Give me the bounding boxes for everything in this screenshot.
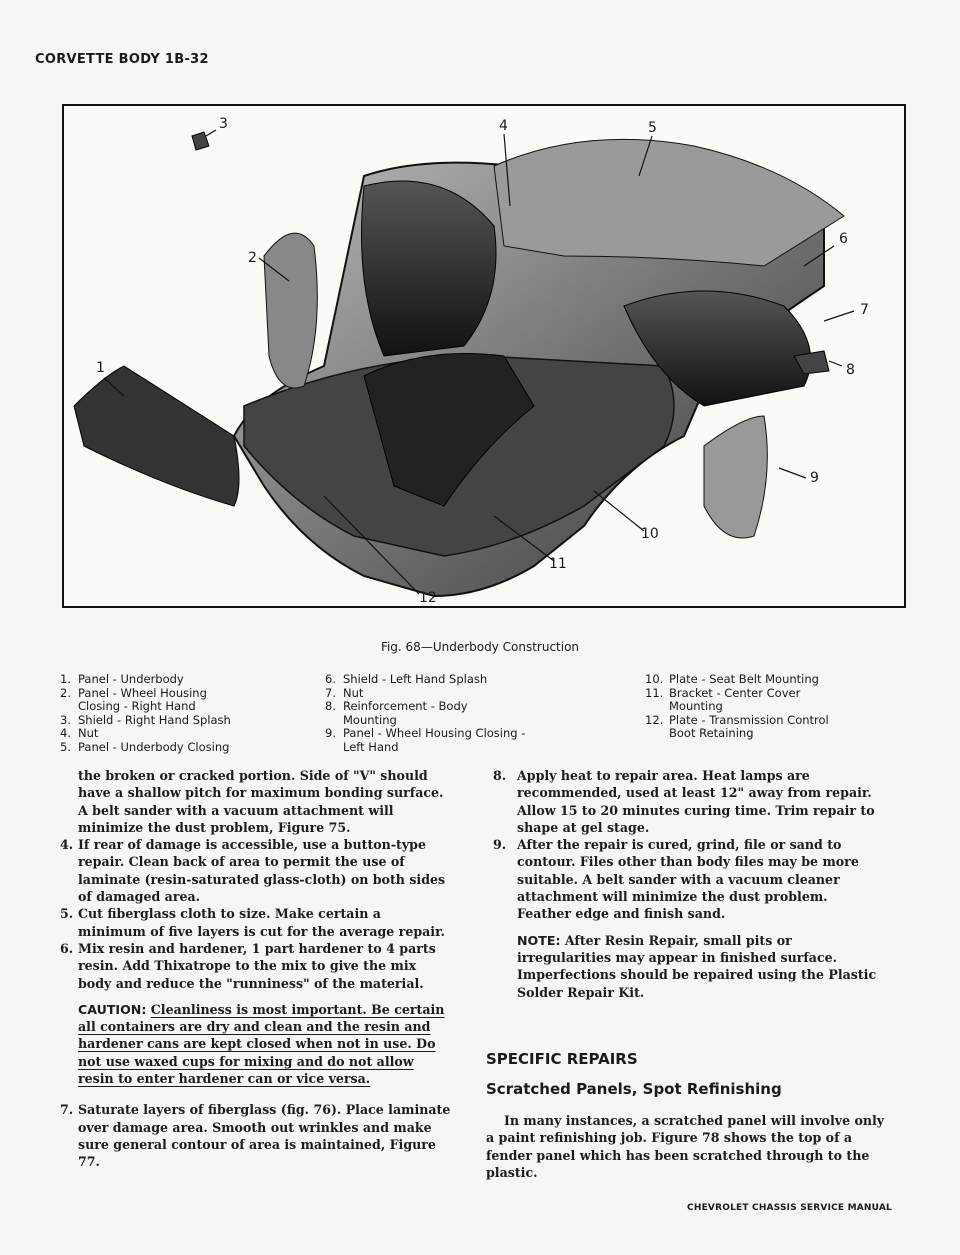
legend-text: Panel - Underbody xyxy=(78,672,184,686)
page-footer: CHEVROLET CHASSIS SERVICE MANUAL xyxy=(687,1203,892,1213)
note-text: After Resin Repair, small pits or irregularities may appear in finished surface. Imperfections should be repaired using the Plastic Solder Repair Kit. xyxy=(517,932,877,1000)
callout-6: 6 xyxy=(839,231,848,247)
legend-num: 4. xyxy=(60,726,71,740)
legend-text: Plate - Seat Belt Mounting xyxy=(669,672,819,686)
callout-10: 10 xyxy=(641,526,659,542)
step-7 xyxy=(60,1101,452,1170)
scratched-paragraph: In many instances, a scratched panel will involve only a paint refinishing job. Figure 78 shows the top of a fender panel which has been scratched through to the plastic. xyxy=(486,1113,885,1180)
legend-text: Shield - Left Hand Splash xyxy=(343,672,488,686)
intro-paragraph: the broken or cracked portion. Side of "V" should have a shallow pitch for maximum bonding surface. A belt sander with a vacuum attachment will minimize the dust problem, Figure 75. xyxy=(78,768,444,835)
callout-3: 3 xyxy=(219,116,228,132)
legend-text: Reinforcement - Body Mounting xyxy=(343,699,468,727)
legend-col-1 xyxy=(60,673,290,754)
step-number: 8. xyxy=(493,768,507,783)
step-text: Saturate layers of fiberglass (fig. 76). Place laminate over damage area. Smooth out wrinkles and make sure general contour of area is maintained, Figure 77. xyxy=(78,1102,451,1170)
legend-item xyxy=(645,714,875,741)
heading-specific-repairs: SPECIFIC REPAIRS xyxy=(486,1050,638,1068)
legend-col-3 xyxy=(645,673,875,741)
step-5 xyxy=(60,905,452,940)
step-text: After the repair is cured, grind, file or sand to contour. Files other than body files may be more suitable. A belt sander with a vacuum cleaner attachment will minimize the dust problem. Feather edge and finish sand. xyxy=(517,837,859,922)
legend-num: 6. xyxy=(325,672,336,686)
step-text: Apply heat to repair area. Heat lamps are recommended, used at least 12" away from repair. Allow 15 to 20 minutes curing time. Trim repair to shape at gel stage. xyxy=(517,768,875,835)
right-column xyxy=(493,767,885,1001)
step-number: 5. xyxy=(60,906,74,922)
legend-text: Nut xyxy=(343,685,364,700)
legend-item xyxy=(645,673,875,687)
note-block xyxy=(493,932,885,1001)
page-header: CORVETTE BODY 1B-32 xyxy=(35,52,209,67)
legend-num: 3. xyxy=(60,712,71,727)
legend-num: 8. xyxy=(325,699,336,713)
legend-item xyxy=(645,687,875,714)
callout-5: 5 xyxy=(648,120,657,136)
step-8 xyxy=(493,767,885,836)
legend-num: 2. xyxy=(60,685,71,700)
step-number: 4. xyxy=(60,837,74,853)
note-label: NOTE: xyxy=(517,932,561,948)
legend-num: 12. xyxy=(645,712,664,727)
callout-11: 11 xyxy=(549,556,567,572)
figure-frame xyxy=(62,104,906,608)
heading-scratched-panels: Scratched Panels, Spot Refinishing xyxy=(486,1080,782,1098)
legend-item xyxy=(60,673,290,687)
step-number: 7. xyxy=(60,1102,74,1118)
legend-item xyxy=(60,741,290,755)
legend-col-2 xyxy=(325,673,555,754)
callout-2: 2 xyxy=(248,250,257,266)
legend-item xyxy=(60,687,290,714)
legend-item xyxy=(325,687,555,701)
legend-text: Panel - Wheel Housing Closing - Right Hand xyxy=(78,685,207,713)
step-number: 9. xyxy=(493,837,507,853)
legend-text: Panel - Wheel Housing Closing - Left Hand xyxy=(343,726,526,754)
callout-12: 12 xyxy=(419,590,437,606)
legend-text: Panel - Underbody Closing xyxy=(78,739,230,754)
legend-num: 1. xyxy=(60,672,71,686)
step-text: Cut fiberglass cloth to size. Make certain a minimum of five layers is cut for the average repair. xyxy=(78,906,445,939)
underbody-illustration xyxy=(64,106,904,606)
legend-item xyxy=(325,727,555,754)
step-number: 6. xyxy=(60,940,74,956)
legend-item xyxy=(325,700,555,727)
legend-num: 10. xyxy=(645,672,664,686)
legend-item xyxy=(60,727,290,741)
legend-item xyxy=(325,673,555,687)
legend-text: Shield - Right Hand Splash xyxy=(78,712,231,727)
caution-text: Cleanliness is most important. Be certain all containers are dry and clean and the resin and hardener cans are kept closed when not in use. Do not use waxed cups for mixing and do not allow resin to enter hardener can or vice versa. xyxy=(78,1001,445,1087)
legend-item xyxy=(60,714,290,728)
legend-num: 11. xyxy=(645,685,664,700)
step-4 xyxy=(60,836,452,905)
figure-caption: Fig. 68—Underbody Construction xyxy=(380,640,580,654)
legend-text: Nut xyxy=(78,726,99,740)
callout-4: 4 xyxy=(499,118,508,134)
callout-1: 1 xyxy=(96,360,105,376)
caution-label: CAUTION: xyxy=(78,1001,147,1017)
callout-8: 8 xyxy=(846,362,855,378)
caution-block xyxy=(60,1001,452,1087)
legend-text: Bracket - Center Cover Mounting xyxy=(669,685,801,713)
legend-num: 9. xyxy=(325,726,336,740)
legend-num: 7. xyxy=(325,685,336,700)
step-text: Mix resin and hardener, 1 part hardener to 4 parts resin. Add Thixatrope to the mix to give the mix body and reduce the "runniness" of the material. xyxy=(78,940,436,991)
legend-text: Plate - Transmission Control Boot Retaining xyxy=(669,712,829,740)
step-9 xyxy=(493,836,885,922)
callout-9: 9 xyxy=(810,470,819,486)
step-text: If rear of damage is accessible, use a button-type repair. Clean back of area to permit the use of laminate (resin-saturated glass-cloth) on both sides of damaged area. xyxy=(78,837,446,905)
callout-7: 7 xyxy=(860,302,869,318)
left-column xyxy=(60,767,452,1171)
legend-num: 5. xyxy=(60,739,71,754)
step-6 xyxy=(60,940,452,992)
